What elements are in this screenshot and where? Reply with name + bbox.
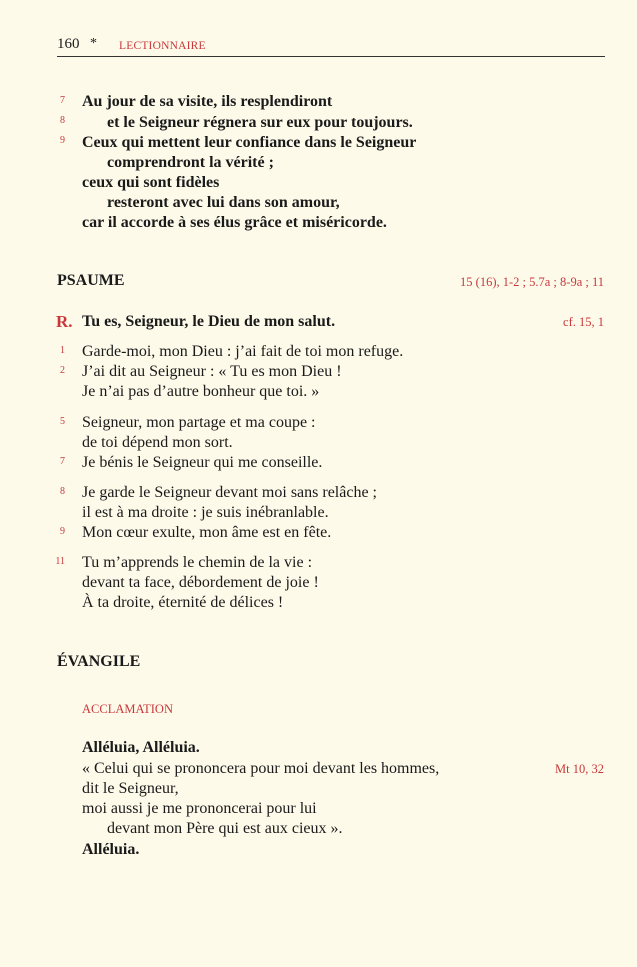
star-symbol: * (90, 36, 97, 51)
verse-number: 1 (60, 345, 65, 356)
verse-number: 8 (60, 115, 65, 126)
verse-number: 2 (60, 365, 65, 376)
verse-number: 8 (60, 486, 65, 497)
verse-number: 5 (60, 416, 65, 427)
response-text: Tu es, Seigneur, le Dieu de mon salut. (82, 313, 336, 330)
verse-line: Tu m’apprends le chemin de la vie : (82, 554, 313, 571)
psalm-heading: PSAUME (57, 272, 125, 289)
verse-number: 9 (60, 135, 65, 146)
verse-line: devant mon Père qui est aux cieux ». (107, 820, 343, 837)
verse-number: 7 (60, 456, 65, 467)
verse-line: Je bénis le Seigneur qui me conseille. (82, 454, 323, 471)
gospel-heading: ÉVANGILE (57, 653, 141, 670)
response-marker: R. (56, 312, 73, 331)
book-title: LECTIONNAIRE (119, 40, 206, 52)
verse-line: car il accorde à ses élus grâce et miséricorde. (82, 214, 387, 231)
verse-number: 7 (60, 95, 65, 106)
verse-line: À ta droite, éternité de délices ! (82, 594, 284, 611)
verse-line: Au jour de sa visite, ils resplendiront (82, 93, 333, 110)
verse-line: ceux qui sont fidèles (82, 174, 220, 191)
running-header (57, 34, 605, 57)
verse-number: 11 (55, 556, 65, 567)
response-reference: cf. 15, 1 (563, 315, 604, 329)
page-number: 160 (57, 36, 80, 52)
verse-line: Seigneur, mon partage et ma coupe : (82, 414, 316, 431)
gospel-reference: Mt 10, 32 (555, 762, 604, 776)
alleluia-open: Alléluia, Alléluia. (82, 739, 200, 756)
verse-line: Garde-moi, mon Dieu : j’ai fait de toi mon refuge. (82, 343, 404, 360)
verse-line: comprendront la vérité ; (107, 154, 274, 171)
verse-number: 9 (60, 526, 65, 537)
psalm-reference: 15 (16), 1-2 ; 5.7a ; 8-9a ; 11 (460, 275, 604, 289)
verse-line: dit le Seigneur, (82, 780, 179, 797)
verse-line: moi aussi je me prononcerai pour lui (82, 800, 317, 817)
verse-line: Je n’ai pas d’autre bonheur que toi. » (82, 383, 320, 400)
verse-line: de toi dépend mon sort. (82, 434, 233, 451)
verse-line: « Celui qui se prononcera pour moi devant les hommes, (82, 760, 440, 777)
verse-line: devant ta face, débordement de joie ! (82, 574, 319, 591)
alleluia-close: Alléluia. (82, 841, 140, 858)
acclamation-heading: ACCLAMATION (82, 702, 173, 716)
verse-line: resteront avec lui dans son amour, (107, 194, 340, 211)
verse-line: J’ai dit au Seigneur : « Tu es mon Dieu ! (82, 363, 342, 380)
verse-line: Mon cœur exulte, mon âme est en fête. (82, 524, 332, 541)
verse-line: Ceux qui mettent leur confiance dans le Seigneur (82, 134, 417, 151)
verse-line: il est à ma droite : je suis inébranlable. (82, 504, 329, 521)
verse-line: et le Seigneur régnera sur eux pour toujours. (107, 114, 413, 131)
verse-line: Je garde le Seigneur devant moi sans relâche ; (82, 484, 377, 501)
